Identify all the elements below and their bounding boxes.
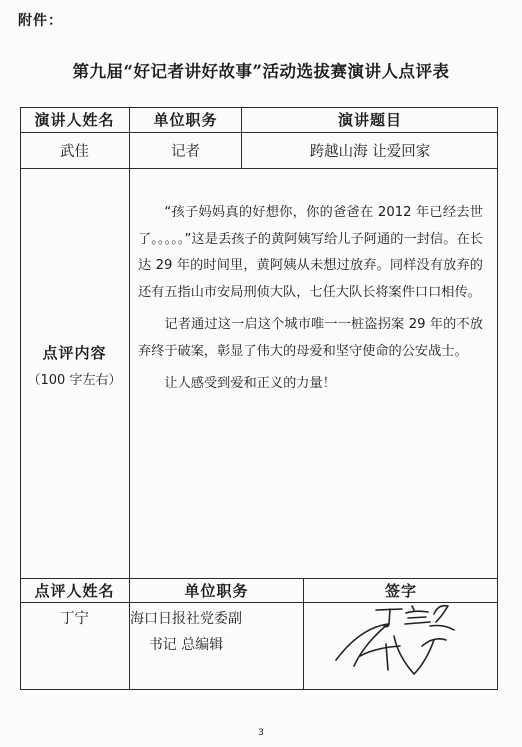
header-speaker-name: 演讲人姓名 xyxy=(34,111,115,129)
comment-paragraph: 让人感受到爱和正义的力量！ xyxy=(164,376,336,391)
handwritten-signature xyxy=(330,600,460,680)
speaker-name: 武佳 xyxy=(60,144,89,160)
speaker-unit-position: 记者 xyxy=(171,144,200,160)
reviewer-unit-position: 海口日报社党委副书记 总编辑 xyxy=(130,611,242,653)
header-reviewer-unit-position: 单位职务 xyxy=(184,581,249,600)
comment-paragraph: 记者通过这一启这个城市唯一一桩盗拐案 29 年的不放弃终于破案，彰显了伟大的母爱和坚守使命的公安战士。 xyxy=(138,317,483,359)
form-title: 第九届“好记者讲好故事”活动选拔赛演讲人点评表 xyxy=(72,62,450,81)
speech-title: 跨越山海 让爱回家 xyxy=(309,144,431,160)
header-signature: 签字 xyxy=(384,581,417,600)
attachment-label: 附件： xyxy=(18,13,63,29)
comment-label-block xyxy=(20,342,129,388)
header-unit-position: 单位职务 xyxy=(153,111,218,129)
comment-label: 点评内容 xyxy=(42,344,107,362)
header-reviewer-name: 点评人姓名 xyxy=(34,581,115,600)
header-speech-title: 演讲题目 xyxy=(337,111,402,129)
column-divider xyxy=(129,168,130,578)
row-divider xyxy=(20,168,498,169)
page-number: 3 xyxy=(258,728,264,738)
reviewer-name: 丁宁 xyxy=(60,610,89,627)
comment-length-hint: （100 字左右） xyxy=(27,373,122,388)
comment-content xyxy=(138,200,483,404)
comment-paragraph: “孩子妈妈真的好想你，你的爸爸在 2012 年已经去世了。。。。。”这是丢孩子的黄阿姨写给儿子阿通的一封信。在长达 29 年的时间里，黄阿姨从未想过放弃。同样没有放弃的还有五指山市安局刑侦大队，七任大队长将案件口口相传。 xyxy=(138,205,483,300)
